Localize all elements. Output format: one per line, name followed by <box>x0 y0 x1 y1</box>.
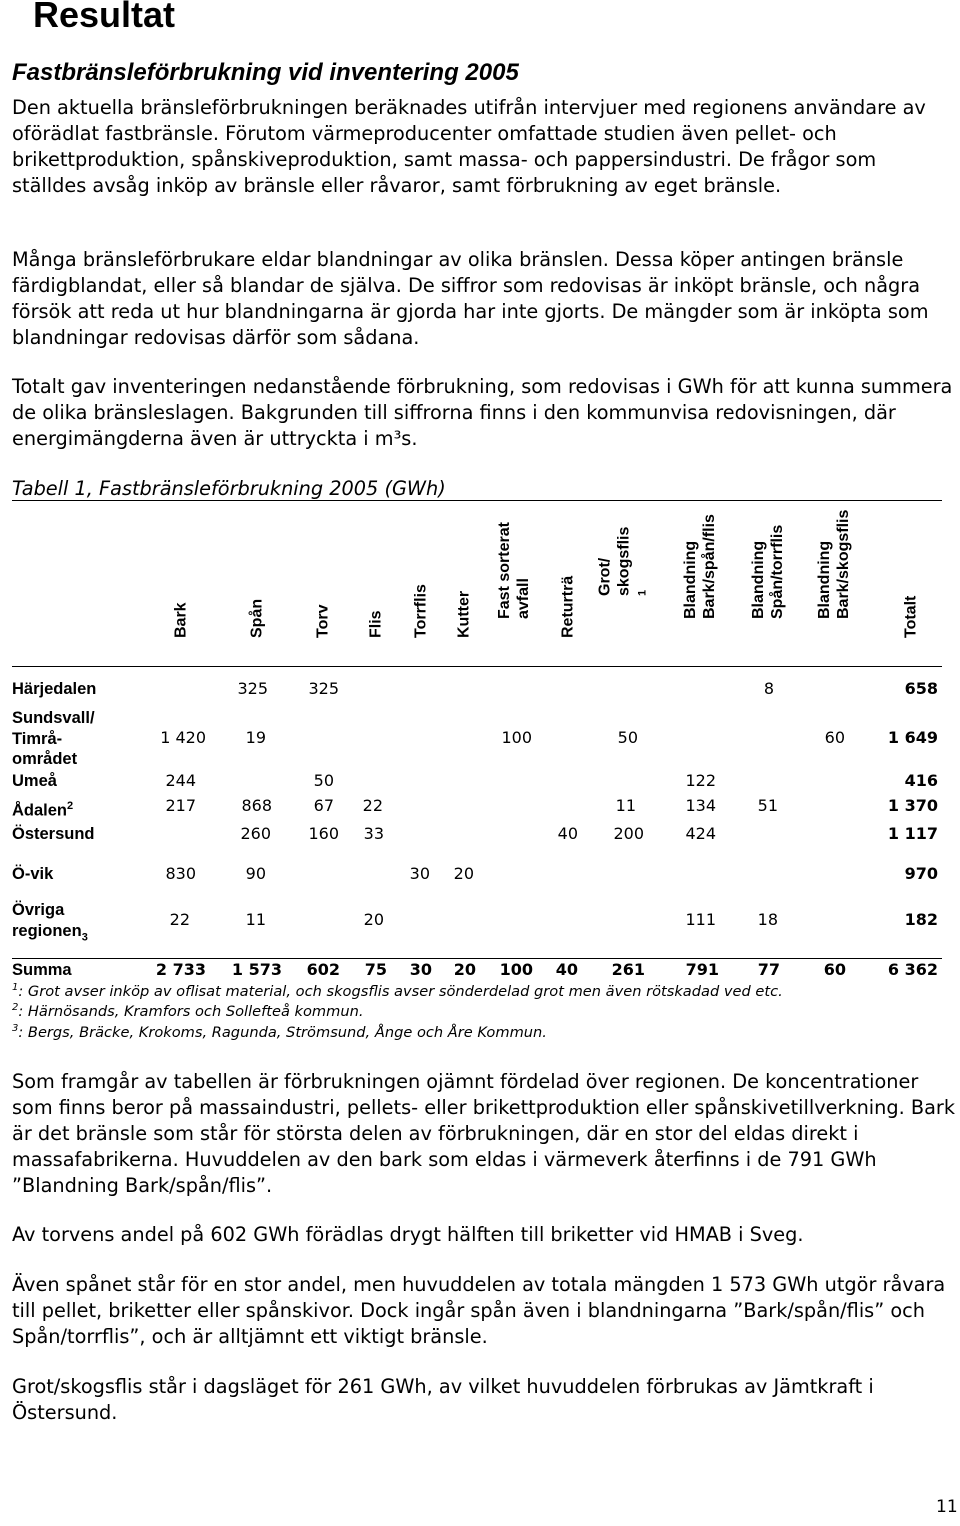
section-heading: Fastbränsleförbrukning vid inventering 2005 <box>12 59 519 86</box>
header-rule <box>12 666 942 667</box>
col-header-bark: Bark <box>172 602 190 638</box>
col-header-span: Spån <box>248 598 266 638</box>
col-header-torv: Torv <box>314 604 332 638</box>
col-header-blandning-bark-skogsflis: Blandning Bark/skogsflis <box>816 509 852 619</box>
caption-rule <box>12 500 942 501</box>
col-header-blandning-span-torrflis: Blandning Spån/torrflis <box>750 524 786 619</box>
col-header-torrflis: Torrflis <box>412 584 430 638</box>
grot-paragraph: Grot/skogsflis står i dagsläget för 261 GWh, av vilket huvuddelen förbrukas av Jämtkraft i Östersund. <box>12 1375 874 1424</box>
col-header-blandning-bark-span-flis: Blandning Bark/spån/flis <box>682 514 718 619</box>
table-caption: Tabell 1, Fastbränsleförbrukning 2005 (GWh) <box>12 477 446 500</box>
col-header-kutter: Kutter <box>455 590 473 638</box>
summa-rule <box>12 958 942 959</box>
peat-paragraph: Av torvens andel på 602 GWh förädlas drygt hälften till briketter vid HMAB i Sveg. <box>12 1223 804 1246</box>
intro-paragraph: Den aktuella bränsleförbrukningen beräknades utifrån intervjuer med regionens användare av oförädlat fastbränsle. Förutom värmeproducenter omfattade studien även pellet- och brikettproduktion, spånskiveproduktion, samt massa- och pappersindustri. De frågor som ställdes avsåg inköp av bränsle eller råvaror, samt förbrukning av eget bränsle. <box>12 96 926 197</box>
col-header-grot: Grot/ skogsflis $^1$ <box>596 526 649 596</box>
page-number: 11 <box>936 1497 958 1517</box>
shavings-paragraph: Även spånet står för en stor andel, men huvuddelen av totala mängden 1 573 GWh utgör råvara till pellet, briketter eller spånskivor. Dock ingår spån även i blandningarna ”Bark/spån/flis” och Spån/torrflis”, och är alltjämnt ett viktigt bränsle. <box>12 1273 946 1348</box>
col-header-fast-sorterat: Fast sorterat avfall <box>496 522 532 619</box>
footnote-1: $^1$: Grot avser inköp av oflisat material, och skogsflis avser sönderdelad grot men även rötskadad ved etc. <box>12 982 783 1000</box>
footnote-3: $^3$: Bergs, Bräcke, Krokoms, Ragunda, Strömsund, Ånge och Åre Kommun. <box>12 1023 547 1041</box>
blend-paragraph: Många bränsleförbrukare eldar blandningar av olika bränslen. Dessa köper antingen bränsle färdigblandat, eller så blandar de själva. De siffror som redovisas är inköpt bränsle, och några försök att reda ut hur blandningarna är gjorda har inte gjorts. De mängder som är inköpta som blandningar redovisas därför som sådana. <box>12 248 929 349</box>
footnote-2: $^2$: Härnösands, Kramfors och Sollefteå kommun. <box>12 1002 364 1020</box>
col-header-flis: Flis <box>367 610 385 638</box>
distribution-paragraph: Som framgår av tabellen är förbrukningen ojämnt fördelad över regionen. De koncentrationer som finns beror på massaindustri, pellets- eller brikettproduktion eller spånskivetillverkning. Bark är det bränsle som står för största delen av förbrukningen, där en stor del eldas direkt i massafabrikerna. Huvuddelen av den bark som eldas i värmeverk återfinns i de 791 GWh ”Blandning Bark/spån/flis”. <box>12 1070 956 1197</box>
page-title: Resultat <box>33 0 176 35</box>
col-header-returtra: Returträ <box>559 575 577 638</box>
total-paragraph: Totalt gav inventeringen nedanstående förbrukning, som redovisas i GWh för att kunna summera de olika bränsleslagen. Bakgrunden till siffrorna finns i den kommunvisa redovisningen, där energimängderna även är uttryckta i m³s. <box>12 375 953 450</box>
col-header-totalt: Totalt <box>902 595 920 638</box>
